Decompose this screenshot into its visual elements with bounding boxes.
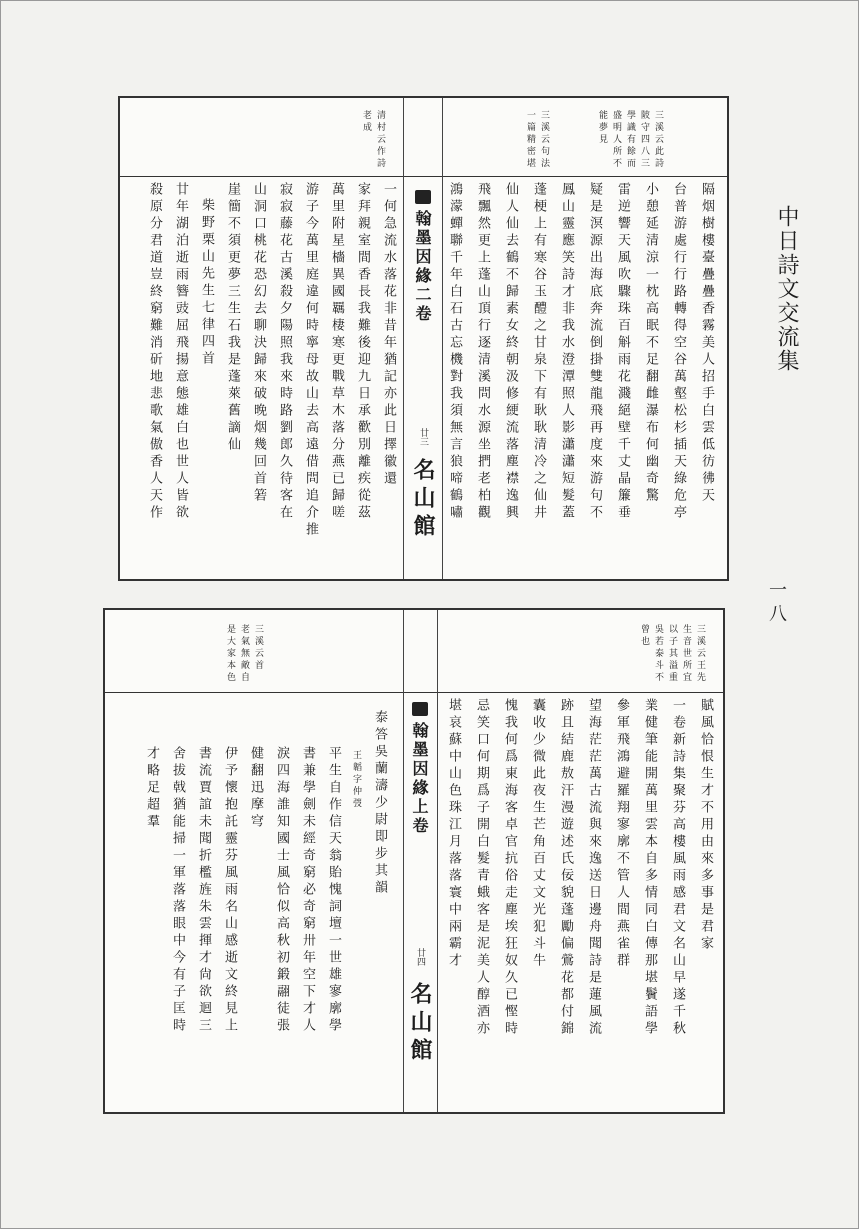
lower-left-author: 王韜字仲弢 (351, 750, 361, 810)
upper-right-note: 學識有餘而 (625, 110, 635, 170)
lower-left-body-line: 平生自作信天翁貽愧詞壇一世雄寥廓學 (326, 746, 341, 1035)
lower-right-note: 生音世所宜 (681, 624, 691, 684)
fish-tail-mark (412, 702, 428, 716)
running-title: 中日詩文交流集 (774, 205, 799, 373)
upper-right-body-line: 鴻濛蟬聯千年白石古忘機對我須無言狼啼鶴嘯 (447, 182, 462, 522)
upper-right-body-line: 雷逆響天風吹驟珠百斛雨花濺絕壁千丈晶簾垂 (615, 182, 630, 522)
fish-tail-mark (415, 190, 431, 204)
lower-center-page: 廿四 (415, 948, 425, 966)
upper-right-body-line: 隔烟樹樓臺疊疊香霧美人招手白雲低彷彿天 (699, 182, 714, 505)
lower-right-note: 三溪云王先 (695, 624, 705, 684)
lower-right-body-line: 堪哀蘇中山色珠江月落落寰中兩霸才 (446, 698, 461, 970)
upper-note-band (120, 98, 727, 177)
lower-note-band (105, 610, 723, 693)
lower-right-body-line: 一卷新詩集聚芬高樓風雨感君文名山早遂千秋 (670, 698, 685, 1038)
upper-center-rule-left (403, 98, 404, 579)
upper-right-body-line: 蓬梗上有寒谷玉醴之甘泉下有耿耿清冷之仙井 (531, 182, 546, 522)
upper-left-body-line: 萬里附星檣異國羈棲寒更戰草木落分燕已歸嗟 (329, 182, 344, 522)
upper-right-body-line: 疑是溟源出海底奔流倒掛雙龍飛再度來游句不 (587, 182, 602, 522)
lower-right-body-line: 賦風恰恨生才不用由來多事是君家 (698, 698, 713, 953)
upper-center-shop: 名山館 (410, 458, 436, 542)
upper-right-note: 盛明人所不 (611, 110, 621, 170)
lower-right-body-line: 參軍飛鴻避羅翔寥廓不管人間燕雀群 (614, 698, 629, 970)
upper-left-body-line: 崖簡不須更夢三生石我是蓬萊舊謫仙 (225, 182, 240, 454)
lower-right-body-line: 望海茫茫萬古流與來逸送日邊舟聞詩是蓮風流 (586, 698, 601, 1038)
lower-right-note: 吳若泰斗不 (653, 624, 663, 684)
lower-sheet (103, 608, 725, 1114)
upper-left-body-line: 游子今萬里庭違何時寧母故山去高遠借問追介推 (303, 182, 318, 539)
upper-center-title: 翰墨因緣二卷 (413, 210, 432, 324)
upper-right-body-line: 小憩延清涼一枕高眠不足翻雌瀑布何幽奇驚 (643, 182, 658, 505)
lower-left-body-line: 健翻迅摩穹 (248, 746, 263, 831)
upper-left-body-line: 寂寂藤花古溪殺夕陽照我來時路劉郎久待客在 (277, 182, 292, 522)
lower-left-body-line: 伊予懷抱託靈芬風雨名山感逝文終見上 (222, 746, 237, 1035)
lower-right-note: 曾也 (639, 624, 649, 648)
lower-left-note: 老氣無敵自 (239, 624, 249, 684)
upper-left-note: 老成 (361, 110, 371, 134)
upper-left-body-line: 山洞口桃花恐幻去聊決歸來破晚烟幾回首箬 (251, 182, 266, 505)
upper-left-body-line: 殺原分君道豈終窮難消斫地悲歌氣傲香人天作 (147, 182, 162, 522)
upper-sheet (118, 96, 729, 581)
lower-right-body-line: 忌笑口何期爲子開白髮青蛾客是泥美人醇酒亦 (474, 698, 489, 1038)
lower-center-shop: 名山館 (407, 982, 433, 1066)
upper-right-note: 陂守四八三 (639, 110, 649, 170)
upper-center-page: 廿三 (418, 428, 428, 446)
lower-right-body-line: 囊收少微此夜生芒角百丈文光犯斗牛 (530, 698, 545, 970)
lower-left-body-line: 書流賈誼未聞折檻旌朱雲揮才尙欲迴三 (196, 746, 211, 1035)
lower-center-title: 翰墨因緣上卷 (410, 722, 429, 836)
upper-right-note: 三溪云此詩 (653, 110, 663, 170)
upper-right-note: 一篇精密堪 (525, 110, 535, 170)
lower-right-note: 以子其溢重 (667, 624, 677, 684)
lower-left-body-line: 泰答吳蘭濤少尉即步其韻 (372, 710, 387, 897)
lower-center-rule-left (403, 610, 404, 1112)
lower-left-body-line: 淚四海誰知國士風恰似高秋初鍛翮徒張 (274, 746, 289, 1035)
upper-left-body-line: 一何急流水落花非昔年猶記亦此日擇徽還 (381, 182, 396, 488)
lower-left-note: 是大家本色 (225, 624, 235, 684)
page-number: 一八 (766, 580, 787, 628)
upper-right-body-line: 鳳山靈應笑詩才非我水澄潭照人影瀟瀟短髮蓋 (559, 182, 574, 522)
lower-center-rule-right (437, 610, 438, 1112)
upper-right-body-line: 飛飄然更上蓬山頂行逐清溪問水源坐捫老柏觀 (475, 182, 490, 522)
lower-left-body-line: 書兼學劍未經奇窮必奇窮卅年空下才人 (300, 746, 315, 1035)
upper-right-body-line: 仙人仙去鶴不歸素女終朝汲修綆流落塵襟逸興 (503, 182, 518, 522)
lower-left-body-line: 才略足超羣 (144, 746, 159, 831)
upper-left-body-line: 家拜親室間香長我難後迎九日承歡別離疾從茲 (355, 182, 370, 522)
upper-left-note: 清村云作詩 (375, 110, 385, 170)
upper-right-note: 能夢見 (597, 110, 607, 146)
lower-right-body-line: 業健筆能開萬里雲本自多情同白傳那堪鬢語學 (642, 698, 657, 1038)
upper-right-note: 三溪云句法 (539, 110, 549, 170)
upper-center-rule-right (442, 98, 443, 579)
lower-right-body-line: 跡且結鹿敖汗漫遊述氏佞貌蓬勵偏鶯花都付錦 (558, 698, 573, 1038)
lower-left-note: 三溪云首 (253, 624, 263, 672)
upper-right-body-line: 台普游處行行路轉得空谷萬壑松杉插天綠危亭 (671, 182, 686, 522)
lower-left-body-line: 舍拔戟猶能掃一軍落落眼中今有子匡時 (170, 746, 185, 1035)
lower-right-body-line: 愧我何爲東海客卓官抗俗走塵埃狂奴久已慳時 (502, 698, 517, 1038)
upper-left-body-line: 柴野栗山先生七律四首 (199, 198, 214, 368)
upper-left-body-line: 廿年湖泊逝雨簪豉屈飛揚意態雄白也世人皆欲 (173, 182, 188, 522)
